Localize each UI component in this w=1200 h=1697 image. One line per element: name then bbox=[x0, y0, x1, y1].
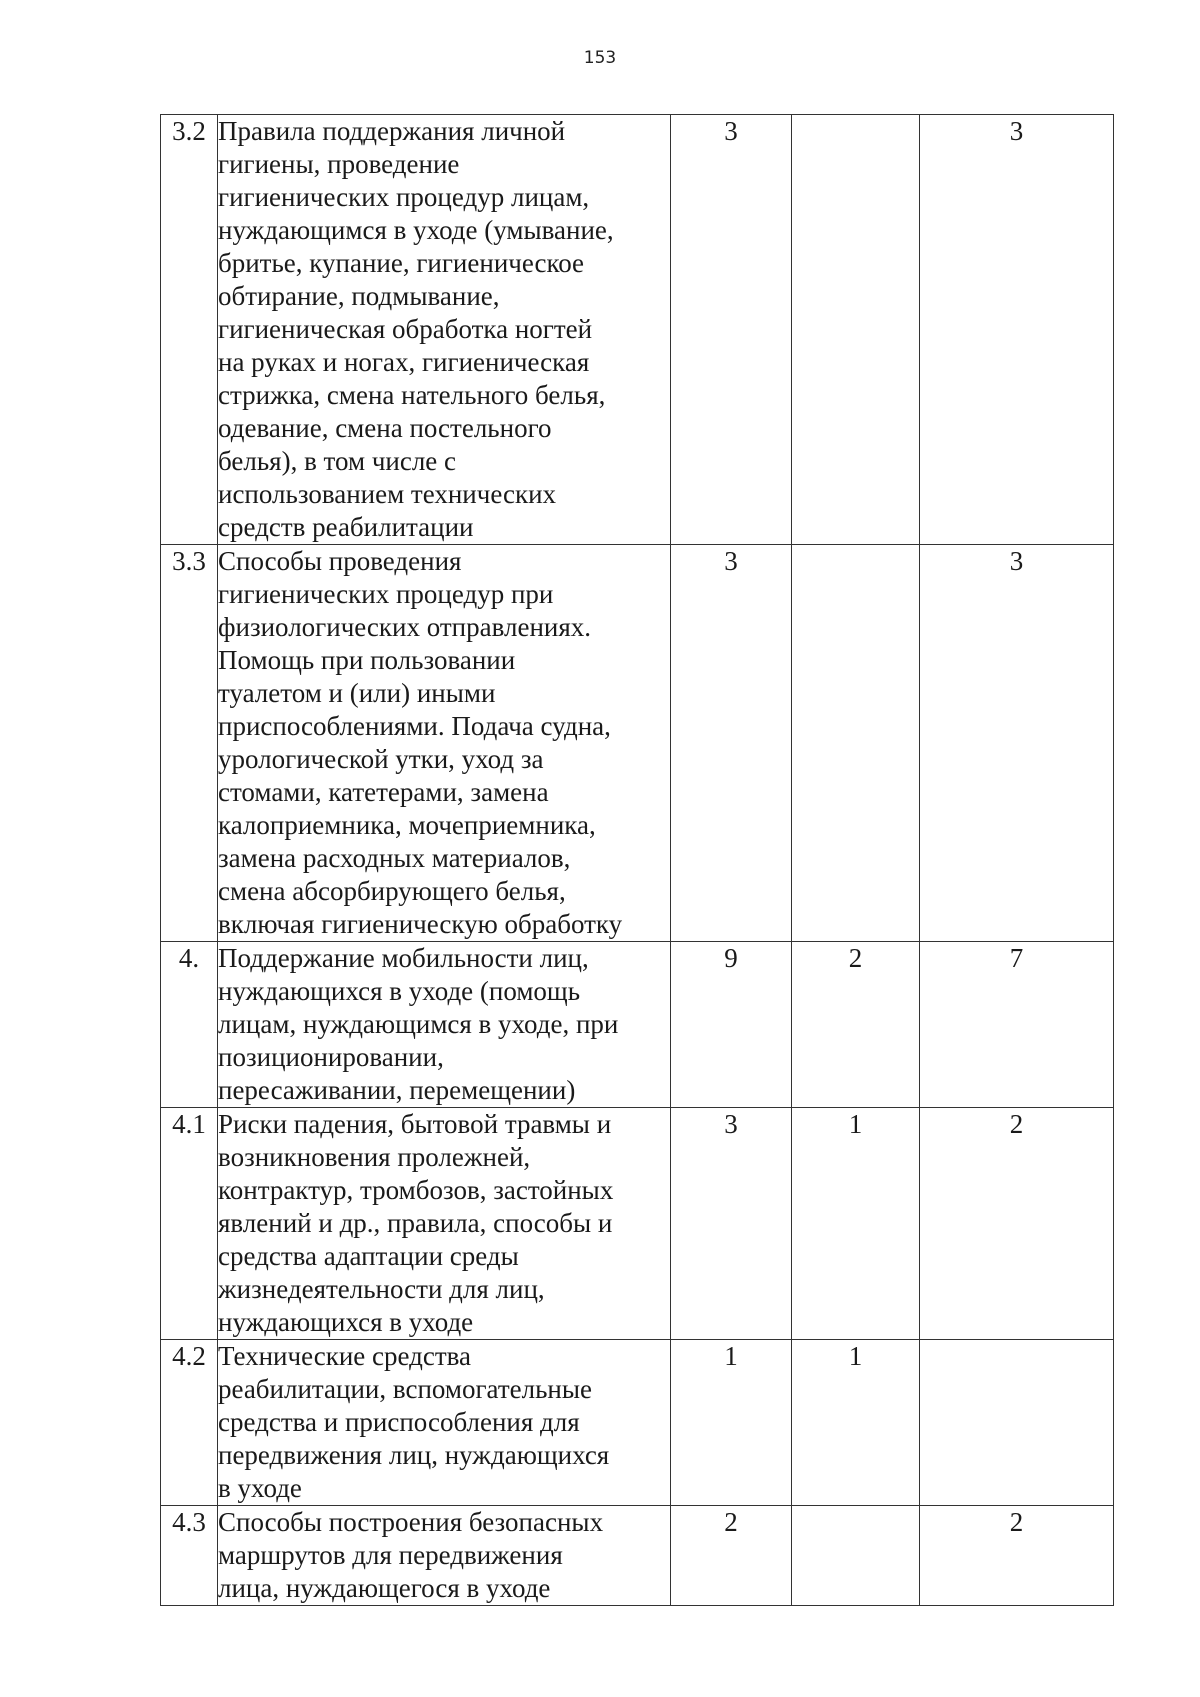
topic-cell bbox=[218, 942, 671, 1108]
table-row bbox=[161, 545, 1114, 942]
total-hours-cell: 3 bbox=[671, 1108, 792, 1340]
row-number: 3.2 bbox=[161, 115, 218, 545]
table-row bbox=[161, 1340, 1114, 1506]
third-column-cell: 2 bbox=[920, 1108, 1114, 1340]
topic-cell bbox=[218, 115, 671, 545]
topic-text: Поддержание мобильности лиц, нуждающихся в уходе (помощь лицам, нуждающимся в уходе, при позиционировании, пересаживании, перемещении) bbox=[218, 943, 619, 1105]
topic-text: Риски падения, бытовой травмы и возникновения пролежней, контрактур, тромбозов, застойных явлений и др., правила, способы и средства адаптации среды жизнедеятельности для лиц, нуждающихся в уходе bbox=[218, 1109, 614, 1337]
topic-text: Способы проведения гигиенических процедур при физиологических отправлениях. Помощь при пользовании туалетом и (или) иными приспособлениями. Подача судна, урологической утки, уход за стомами, катетерами, замена калоприемника, мочеприемника, замена расходных материалов, смена абсорбирующего белья, включая гигиеническую обработку bbox=[218, 546, 623, 939]
row-number: 3.3 bbox=[161, 545, 218, 942]
topic-text: Способы построения безопасных маршрутов для передвижения лица, нуждающегося в уходе bbox=[218, 1507, 604, 1603]
total-hours-cell: 3 bbox=[671, 545, 792, 942]
topic-text: Технические средства реабилитации, вспомогательные средства и приспособления для передвижения лиц, нуждающихся в уходе bbox=[218, 1341, 610, 1503]
second-column-cell: 2 bbox=[792, 942, 920, 1108]
table-row bbox=[161, 115, 1114, 545]
total-hours-cell: 1 bbox=[671, 1340, 792, 1506]
topic-text: Правила поддержания личной гигиены, проведение гигиенических процедур лицам, нуждающимся в уходе (умывание, бритье, купание, гигиеническое обтирание, подмывание, гигиеническая обработка ногтей на руках и ногах, гигиеническая стрижка, смена нательного белья, одевание, смена постельного белья), в том числе с использованием технических средств реабилитации bbox=[218, 116, 614, 542]
topic-cell bbox=[218, 545, 671, 942]
table-row bbox=[161, 1506, 1114, 1606]
third-column-cell: 3 bbox=[920, 545, 1114, 942]
second-column-cell bbox=[792, 545, 920, 942]
total-hours-cell: 9 bbox=[671, 942, 792, 1108]
third-column-cell bbox=[920, 1340, 1114, 1506]
row-number: 4.1 bbox=[161, 1108, 218, 1340]
row-number: 4. bbox=[161, 942, 218, 1108]
total-hours-cell: 3 bbox=[671, 115, 792, 545]
topic-cell bbox=[218, 1108, 671, 1340]
total-hours-cell: 2 bbox=[671, 1506, 792, 1606]
row-number: 4.3 bbox=[161, 1506, 218, 1606]
second-column-cell bbox=[792, 1506, 920, 1606]
table-row bbox=[161, 1108, 1114, 1340]
curriculum-table bbox=[160, 114, 1114, 1606]
second-column-cell: 1 bbox=[792, 1340, 920, 1506]
third-column-cell: 2 bbox=[920, 1506, 1114, 1606]
row-number: 4.2 bbox=[161, 1340, 218, 1506]
second-column-cell: 1 bbox=[792, 1108, 920, 1340]
third-column-cell: 3 bbox=[920, 115, 1114, 545]
table-row bbox=[161, 942, 1114, 1108]
topic-cell bbox=[218, 1506, 671, 1606]
topic-cell bbox=[218, 1340, 671, 1506]
page-number: 153 bbox=[583, 48, 617, 68]
second-column-cell bbox=[792, 115, 920, 545]
third-column-cell: 7 bbox=[920, 942, 1114, 1108]
